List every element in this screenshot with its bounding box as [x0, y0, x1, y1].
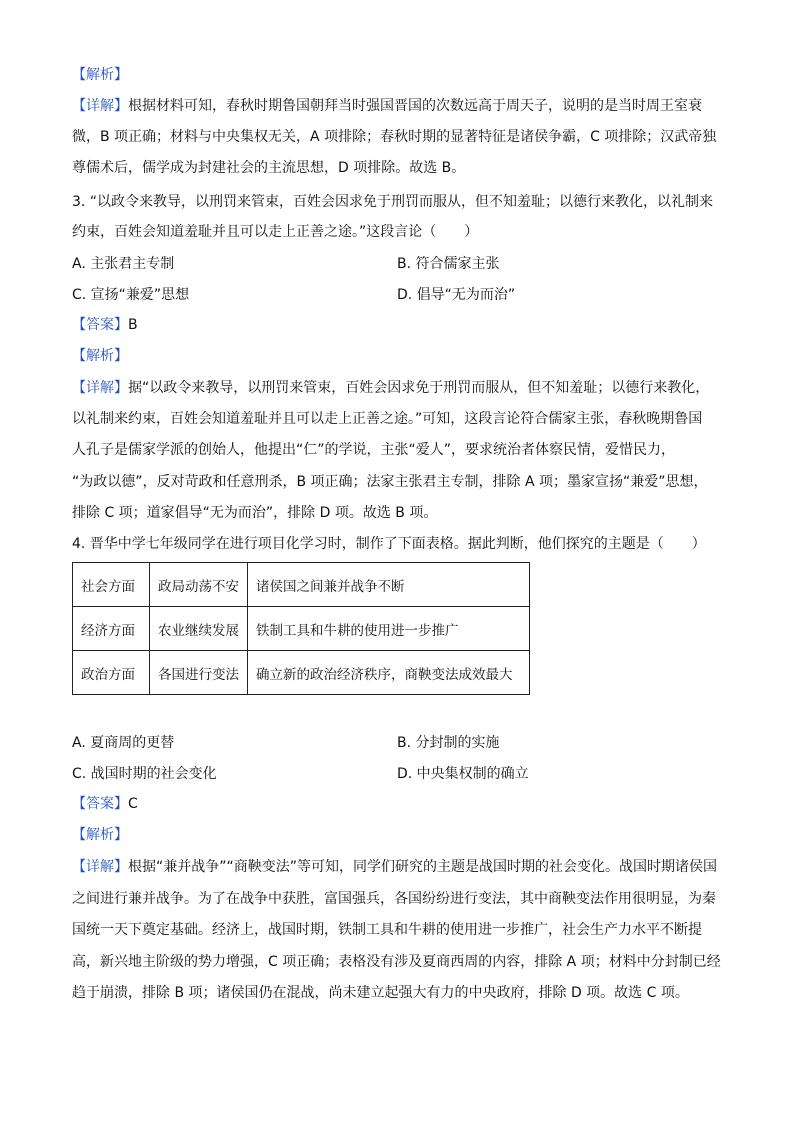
- table-cell: 经济方面: [73, 607, 150, 651]
- topic-table: [72, 562, 530, 695]
- table-cell: 诸侯国之间兼并战争不断: [248, 563, 530, 607]
- table-row: [73, 607, 530, 651]
- table-cell: 政治方面: [73, 651, 150, 695]
- question-stem: 约束，百姓会知道羞耻并且可以走上正善之途。”这段言论（ ）: [72, 224, 479, 240]
- detail-line: 【详解】根据材料可知，春秋时期鲁国朝拜当时强国晋国的次数远高于周天子，说明的是当时周王室衰: [72, 98, 702, 114]
- answer-value: C: [128, 796, 138, 812]
- table-cell: 各国进行变法: [150, 651, 248, 695]
- answer-line: [72, 315, 138, 335]
- table-cell: 确立新的政治经济秩序，商鞅变法成效最大: [248, 651, 530, 695]
- table-cell: 政局动荡不安: [150, 563, 248, 607]
- detail-line: 排除 C 项；道家倡导“无为而治”，排除 D 项。故选 B 项。: [72, 505, 438, 521]
- option-a: A. 主张君主专制: [72, 256, 175, 272]
- question-stem: 4. 晋华中学七年级同学在进行项目化学习时，制作了下面表格。据此判断，他们探究的主题是（ ）: [72, 536, 706, 552]
- option-c: C. 战国时期的社会变化: [72, 766, 217, 782]
- option-d: D. 倡导“无为而治”: [397, 287, 516, 303]
- detail-line: 【详解】据“以政令来教导，以刑罚来管束，百姓会因求免于刑罚而服从，但不知羞耻；以德行来教化，: [72, 380, 710, 396]
- option-b: B. 分封制的实施: [397, 735, 500, 751]
- answer-value: B: [128, 317, 138, 333]
- table-cell: 铁制工具和牛耕的使用进一步推广: [248, 607, 530, 651]
- detail-line: 趋于崩溃，排除 B 项；诸侯国仍在混战，尚未建立起强大有力的中央政府，排除 D 项。故选 C 项。: [72, 985, 689, 1001]
- option-a: A. 夏商周的更替: [72, 735, 175, 751]
- question-stem: 3. “以政令来教导，以刑罚来管束，百姓会因求免于刑罚而服从，但不知羞耻；以德行来教化，以礼制来: [72, 194, 714, 210]
- answer-label: 【答案】: [72, 317, 128, 333]
- detail-line: 人孔子是儒家学派的创始人，他提出“仁”的学说，主张“爱人”，要求统治者体察民情，爱惜民力，: [72, 442, 676, 458]
- analysis-label: 【解析】: [72, 348, 128, 364]
- answer-label: 【答案】: [72, 796, 128, 812]
- detail-line: 【详解】根据“兼并战争”“商鞅变法”等可知，同学们研究的主题是战国时期的社会变化。战国时期诸侯国: [72, 859, 718, 875]
- table-cell: 农业继续发展: [150, 607, 248, 651]
- table-cell: 社会方面: [73, 563, 150, 607]
- analysis-label: 【解析】: [72, 67, 128, 83]
- option-b: B. 符合儒家主张: [397, 256, 500, 272]
- table-row: [73, 651, 530, 695]
- detail-label: 【详解】: [72, 859, 128, 875]
- analysis-label: 【解析】: [72, 827, 128, 843]
- option-d: D. 中央集权制的确立: [397, 766, 529, 782]
- detail-line: 国统一天下奠定基础。经济上，战国时期，铁制工具和牛耕的使用进一步推广，社会生产力水平不断提: [72, 922, 702, 938]
- detail-label: 【详解】: [72, 380, 128, 396]
- detail-line: 以礼制来约束，百姓会知道羞耻并且可以走上正善之途。”可知，这段言论符合儒家主张，春秋晚期鲁国: [72, 411, 703, 427]
- detail-line: 高，新兴地主阶级的势力增强，C 项正确；表格没有涉及夏商西周的内容，排除 A 项；材料中分封制已经: [72, 954, 721, 970]
- detail-line: 微，B 项正确；材料与中央集权无关，A 项排除；春秋时期的显著特征是诸侯争霸，C 项排除；汉武帝独: [72, 129, 717, 145]
- detail-line: “为政以德”，反对苛政和任意刑杀，B 项正确；法家主张君主专制，排除 A 项；墨家宣扬“兼爱”思想，: [72, 474, 708, 490]
- table-row: [73, 563, 530, 607]
- answer-line: [72, 794, 138, 814]
- detail-line: 之间进行兼并战争。为了在战争中获胜，富国强兵，各国纷纷进行变法，其中商鞅变法作用很明显，为秦: [72, 891, 716, 907]
- detail-label: 【详解】: [72, 98, 128, 114]
- option-c: C. 宣扬“兼爱”思想: [72, 287, 190, 303]
- detail-line: 尊儒术后，儒学成为封建社会的主流思想，D 项排除。故选 B。: [72, 160, 466, 176]
